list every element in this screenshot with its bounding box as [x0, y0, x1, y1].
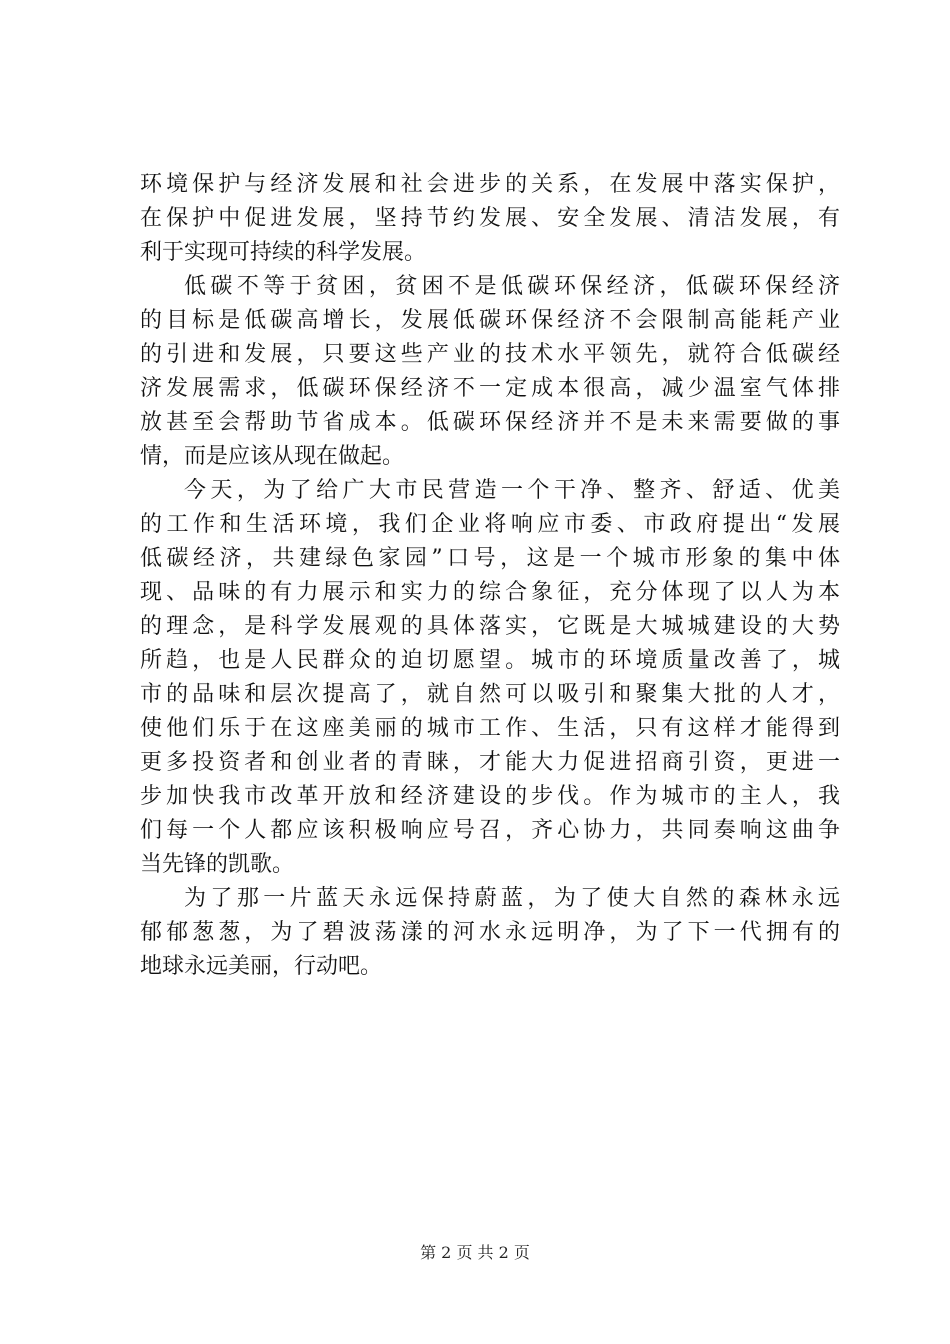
text-line: 使他们乐于在这座美丽的城市工作、生活，只有这样才能得到 [140, 716, 840, 741]
text-line: 更多投资者和创业者的青睐，才能大力促进招商引资，更进一 [140, 750, 840, 775]
text-line: 当先锋的凯歌。 [140, 852, 295, 877]
text-line: 地球永远美丽，行动吧。 [140, 954, 383, 979]
page-footer: 第 2 页 共 2 页 [420, 1243, 530, 1262]
text-line: 步加快我市改革开放和经济建设的步伐。作为城市的主人，我 [140, 784, 840, 809]
text-line: 低碳经济，共建绿色家园”口号，这是一个城市形象的集中体 [140, 546, 840, 571]
text-line: 的目标是低碳高增长，发展低碳环保经济不会限制高能耗产业 [140, 308, 840, 333]
text-line: 市的品味和层次提高了，就自然可以吸引和聚集大批的人才， [140, 682, 840, 707]
text-line: 的理念，是科学发展观的具体落实，它既是大城城建设的大势 [140, 614, 840, 639]
text-line: 的引进和发展，只要这些产业的技术水平领先，就符合低碳经 [140, 342, 840, 367]
body-text [140, 168, 840, 984]
text-line: 利于实现可持续的科学发展。 [140, 240, 427, 265]
text-line: 的工作和生活环境，我们企业将响应市委、市政府提出“发展 [140, 512, 840, 537]
text-line: 所趋，也是人民群众的迫切愿望。城市的环境质量改善了，城 [140, 648, 840, 673]
paragraph-first-line: 今天，为了给广大市民营造一个干净、整齐、舒适、优美 [184, 478, 840, 503]
text-line: 郁郁葱葱，为了碧波荡漾的河水永远明净，为了下一代拥有的 [140, 920, 840, 945]
text-line: 情，而是应该从现在做起。 [140, 444, 405, 469]
paragraph-first-line: 为了那一片蓝天永远保持蔚蓝，为了使大自然的森林永远 [184, 886, 840, 911]
text-line: 们每一个人都应该积极响应号召，齐心协力，共同奏响这曲争 [140, 818, 840, 843]
paragraph-first-line: 低碳不等于贫困，贫困不是低碳环保经济，低碳环保经济 [184, 274, 840, 299]
text-line: 在保护中促进发展，坚持节约发展、安全发展、清洁发展，有 [140, 206, 840, 231]
text-line: 环境保护与经济发展和社会进步的关系，在发展中落实保护， [140, 172, 840, 197]
text-line: 济发展需求，低碳环保经济不一定成本很高，减少温室气体排 [140, 376, 840, 401]
text-line: 放甚至会帮助节省成本。低碳环保经济并不是未来需要做的事 [140, 410, 840, 435]
text-line: 现、品味的有力展示和实力的综合象征，充分体现了以人为本 [140, 580, 840, 605]
